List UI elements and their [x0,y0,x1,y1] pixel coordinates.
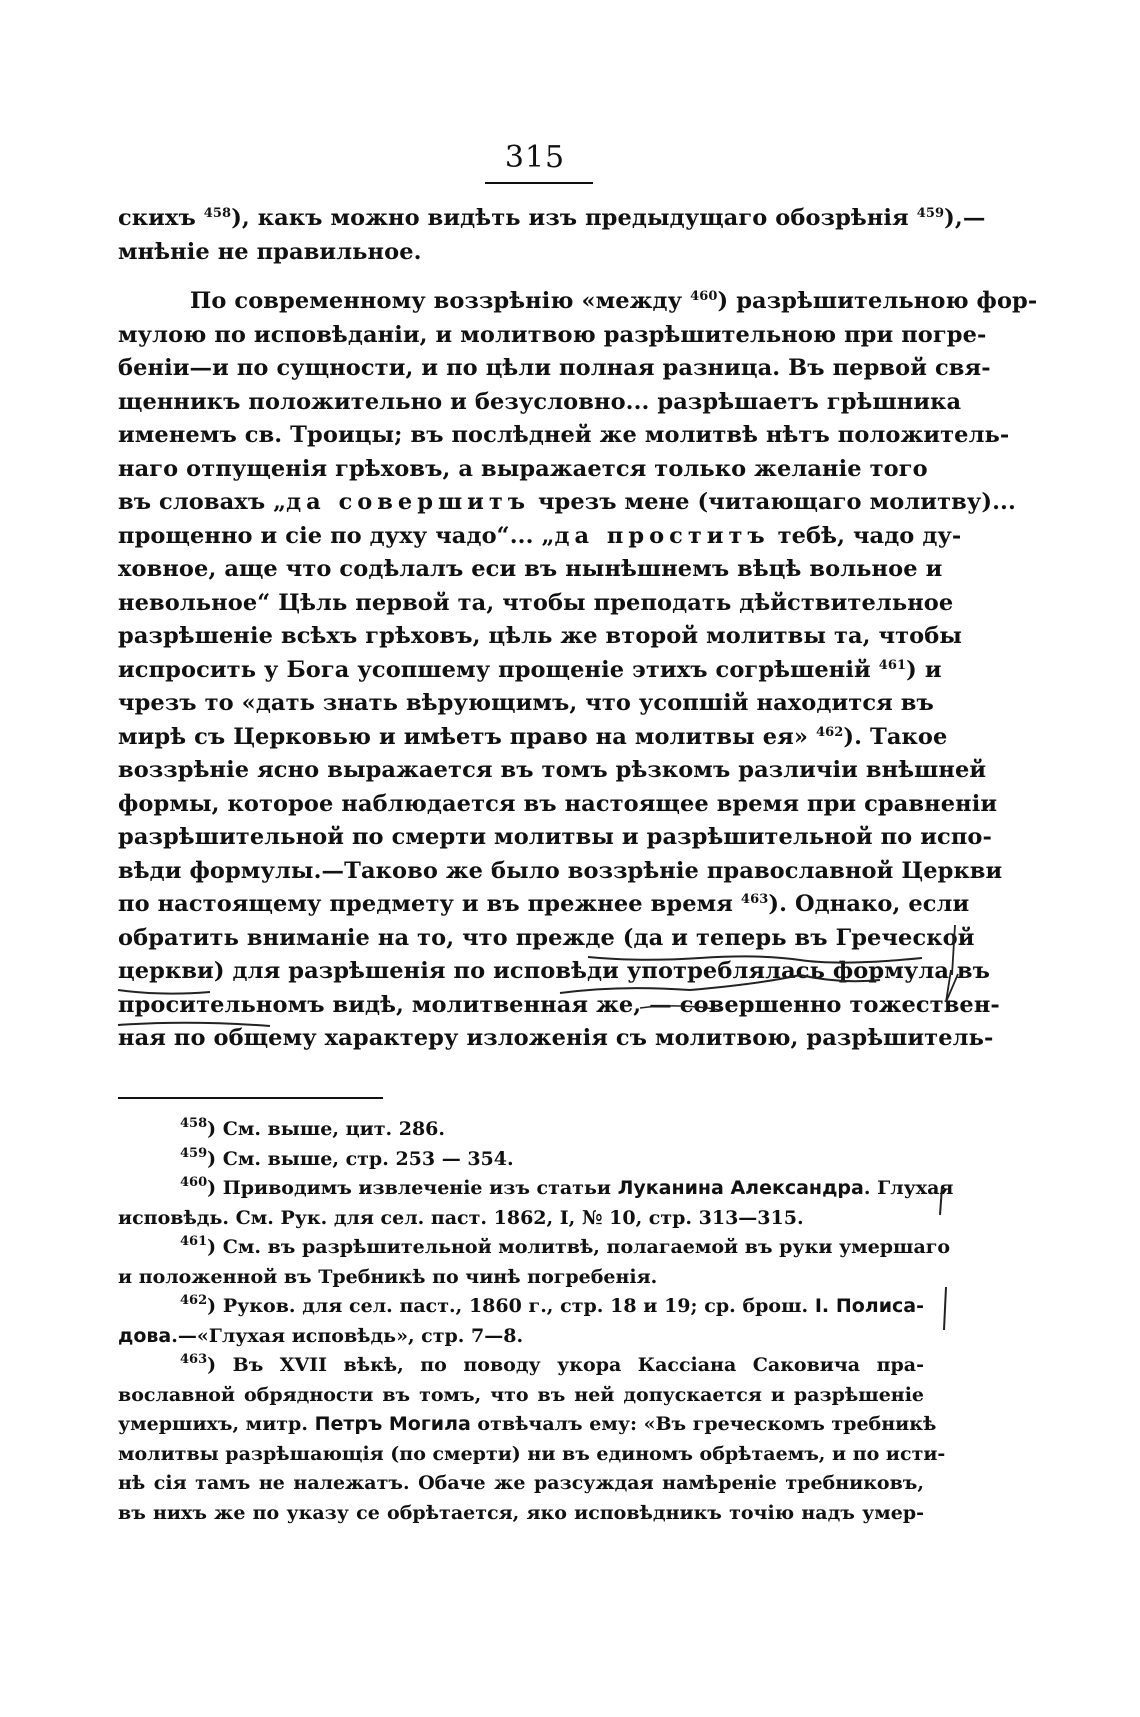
footnote-line: вославной обрядности въ томъ, что въ ней допускается и разрѣшеніе [118,1383,924,1406]
footnote-ref: 461 [878,657,907,673]
text-line: воззрѣніе ясно выражается въ томъ рѣзкомъ различіи внѣшней [118,757,987,783]
footnote-line: и положенной въ Требникѣ по чинѣ погребенія. [118,1265,658,1288]
text-line: обратить вниманіе на то, что прежде (да и теперь въ Греческой [118,924,975,951]
footnote-ref: 459 [916,206,945,221]
footnote-ref: 463 [740,892,769,907]
text-line: формы, которое наблюдается въ настоящее время при сравненіи [118,790,998,817]
footnote-ref: 458 [203,206,232,221]
page-number-rule [485,182,593,184]
footnote: $^{462}$) Руков. для сел. паст., 1860 г., стр. 18 и 19; ср. брош. I. Полиса- [180,1293,925,1317]
text-line: въ словахъ „да совершитъ чрезъ мене (читающаго молитву)... [118,489,1016,515]
text-line: невольное“ Цѣль первой та, чтобы преподать дѣйствительное [118,589,954,616]
text-line: По современному воззрѣнію «между $^{460}$) разрѣшительною фор- [190,288,1038,314]
text-line: ховное, аще что содѣлалъ еси въ нынѣшнемъ вѣцѣ вольное и [118,556,943,582]
footnote-line: дова.—«Глухая исповѣдь», стр. 7—8. [118,1324,524,1347]
footnote-line: исповѣдь. См. Рук. для сел. паст. 1862, I, № 10, стр. 313—315. [118,1206,804,1229]
text-line: испросить у Бога усопшему прощеніе этихъ согрѣшеній $^{461}$) и [118,656,942,683]
author-name: дова [118,1324,172,1347]
footnote-line: нѣ сія тамъ не належатъ. Обаче же разсуждая намѣреніе требниковъ, [118,1472,924,1494]
text-line: мнѣніе не правильное. [118,238,422,265]
text-line: чрезъ то «дать знать вѣрующимъ, что усопшій находится въ [118,690,934,716]
text-line: наго отпущенія грѣховъ, а выражается только желаніе того [118,455,928,482]
text-line: прощенно и сіе по духу чадо“... „да проститъ тебѣ, чадо ду- [118,522,962,549]
text-line: разрѣшеніе всѣхъ грѣховъ, цѣль же второй молитвы та, чтобы [118,623,963,649]
footnote: $^{461}$) См. въ разрѣшительной молитвѣ, полагаемой въ руки умершаго [180,1234,951,1258]
text-line: скихъ $^{458}$), какъ можно видѣть изъ предыдущаго обозрѣнія $^{459}$),— [118,205,986,231]
text-line: беніи—и по сущности, и по цѣли полная разница. Въ первой свя- [118,355,991,381]
text-line: именемъ св. Троицы; въ послѣдней же молитвѣ нѣтъ положитель- [118,422,1010,448]
footnote-line: умершихъ, митр. Петръ Могила отвѣчалъ ему: «Въ греческомъ требникѣ [118,1413,937,1435]
main-text [118,202,1038,1056]
footnote-line: въ нихъ же по указу се обрѣтается, яко исповѣдникъ точію надъ умер- [118,1501,924,1524]
footnote-rule [118,1097,383,1099]
footnote: $^{463}$) Въ XVII вѣкѣ, по поводу укора Кассіана Саковича пра- [180,1352,924,1376]
text-line: вѣди формулы.—Таково же было воззрѣніе православной Церкви [118,857,1003,884]
footnotes [118,1115,954,1528]
text-line: церкви) для разрѣшенія по исповѣди употреблялась формула въ [118,958,991,984]
author-name: Петръ Могила [314,1413,471,1435]
text-line: щенникъ положительно и безусловно... разрѣшаетъ грѣшника [118,388,962,415]
text-line: по настоящему предмету и въ прежнее время $^{463}$). Однако, если [118,891,970,917]
margin-mark [944,1287,946,1330]
author-name: I. Полиса- [814,1295,925,1317]
spaced-quote: да проститъ [554,522,770,549]
footnote-ref: 462 [815,724,844,740]
text-line: просительномъ видѣ, молитвенная же, — совершенно тожествен- [118,991,1000,1018]
footnote: $^{460}$) Приводимъ извлеченіе изъ статьи Луканина Александра. Глухая [180,1175,954,1199]
text-line: разрѣшительной по смерти молитвы и разрѣшительной по испо- [118,824,992,850]
footnote: $^{459}$) См. выше, стр. 253 — 354. [180,1145,514,1170]
page-number: 315 [504,140,566,175]
footnote-ref: 460 [690,289,718,304]
footnote: $^{458}$) См. выше, цит. 286. [180,1116,445,1140]
text-line: ная по общему характеру изложенія съ молитвою, разрѣшитель- [118,1025,994,1051]
text-line: мулою по исповѣданіи, и молитвою разрѣшительною при погре- [118,321,987,348]
text-line: мирѣ съ Церковью и имѣетъ право на молитвы ея» $^{462}$). Такое [118,723,948,750]
author-name: Луканина Александра [617,1177,864,1199]
footnote-line: молитвы разрѣшающія (по смерти) ни въ единомъ обрѣтаемъ, и по исти- [118,1442,946,1465]
spaced-quote: да совершитъ [286,489,531,515]
